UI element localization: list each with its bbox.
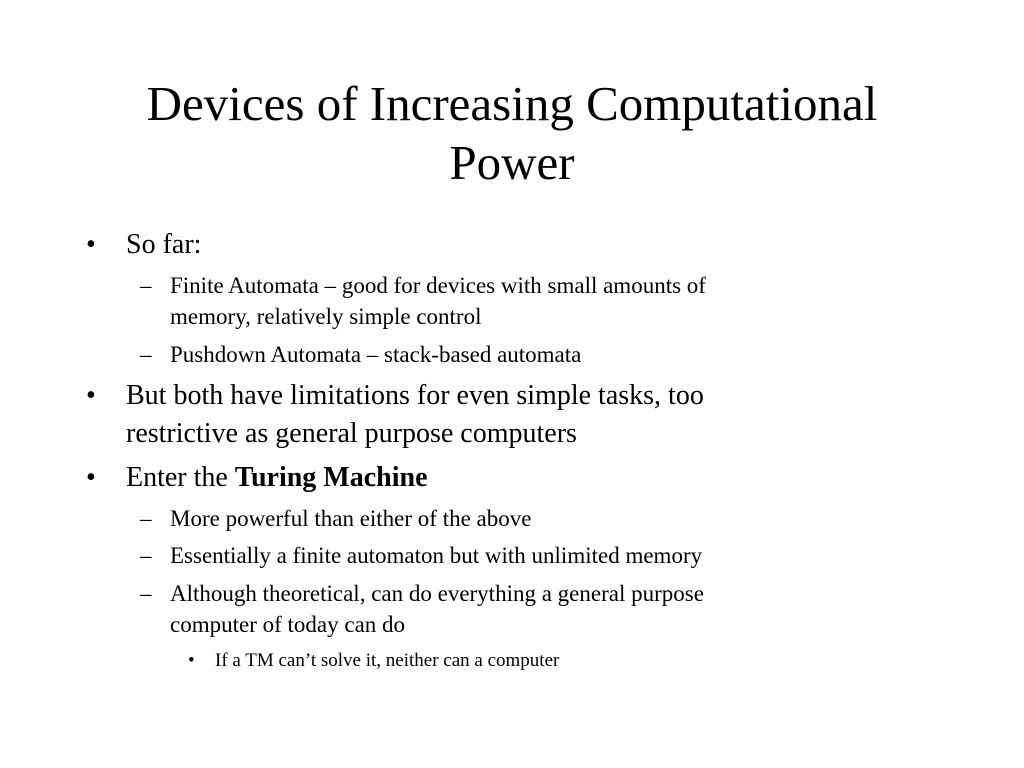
bullet-marker: •	[86, 380, 96, 411]
bullet-text: So far:	[126, 229, 202, 260]
bullet-marker: •	[86, 462, 96, 493]
dash-marker: –	[140, 506, 152, 531]
dash-marker: –	[140, 342, 152, 367]
sub-bullet-text-line-1: Although theoretical, can do everything a general purpose	[170, 581, 704, 606]
bullet-marker: •	[86, 229, 96, 260]
turing-machine-emphasis: Turing Machine	[234, 462, 428, 493]
bullet-text	[126, 459, 428, 497]
bullet-text-line-1: But both have limitations for even simple tasks, too	[126, 380, 704, 411]
sub-bullet-text-line-2: memory, relatively simple control	[170, 304, 482, 329]
sub-bullet-text: More powerful than either of the above	[170, 506, 532, 531]
bullet-text-line-2: restrictive as general purpose computers	[126, 418, 577, 449]
bullet-marker: •	[188, 650, 195, 671]
sub-bullet-text-line-2: computer of today can do	[170, 612, 406, 637]
title-line-1: Devices of Increasing Computational	[146, 76, 878, 131]
dash-marker: –	[140, 581, 152, 606]
sub-bullet-text: Pushdown Automata – stack-based automata	[170, 342, 582, 367]
sub-sub-bullet-text: If a TM can’t solve it, neither can a computer	[215, 650, 560, 671]
title-line-2: Power	[449, 135, 575, 190]
bullet-text-prefix: Enter the	[126, 462, 235, 493]
sub-bullet-text-line-1: Finite Automata – good for devices with small amounts of	[170, 273, 706, 298]
dash-marker: –	[140, 273, 152, 298]
dash-marker: –	[140, 543, 152, 568]
sub-bullet-text: Essentially a finite automaton but with unlimited memory	[170, 543, 703, 568]
